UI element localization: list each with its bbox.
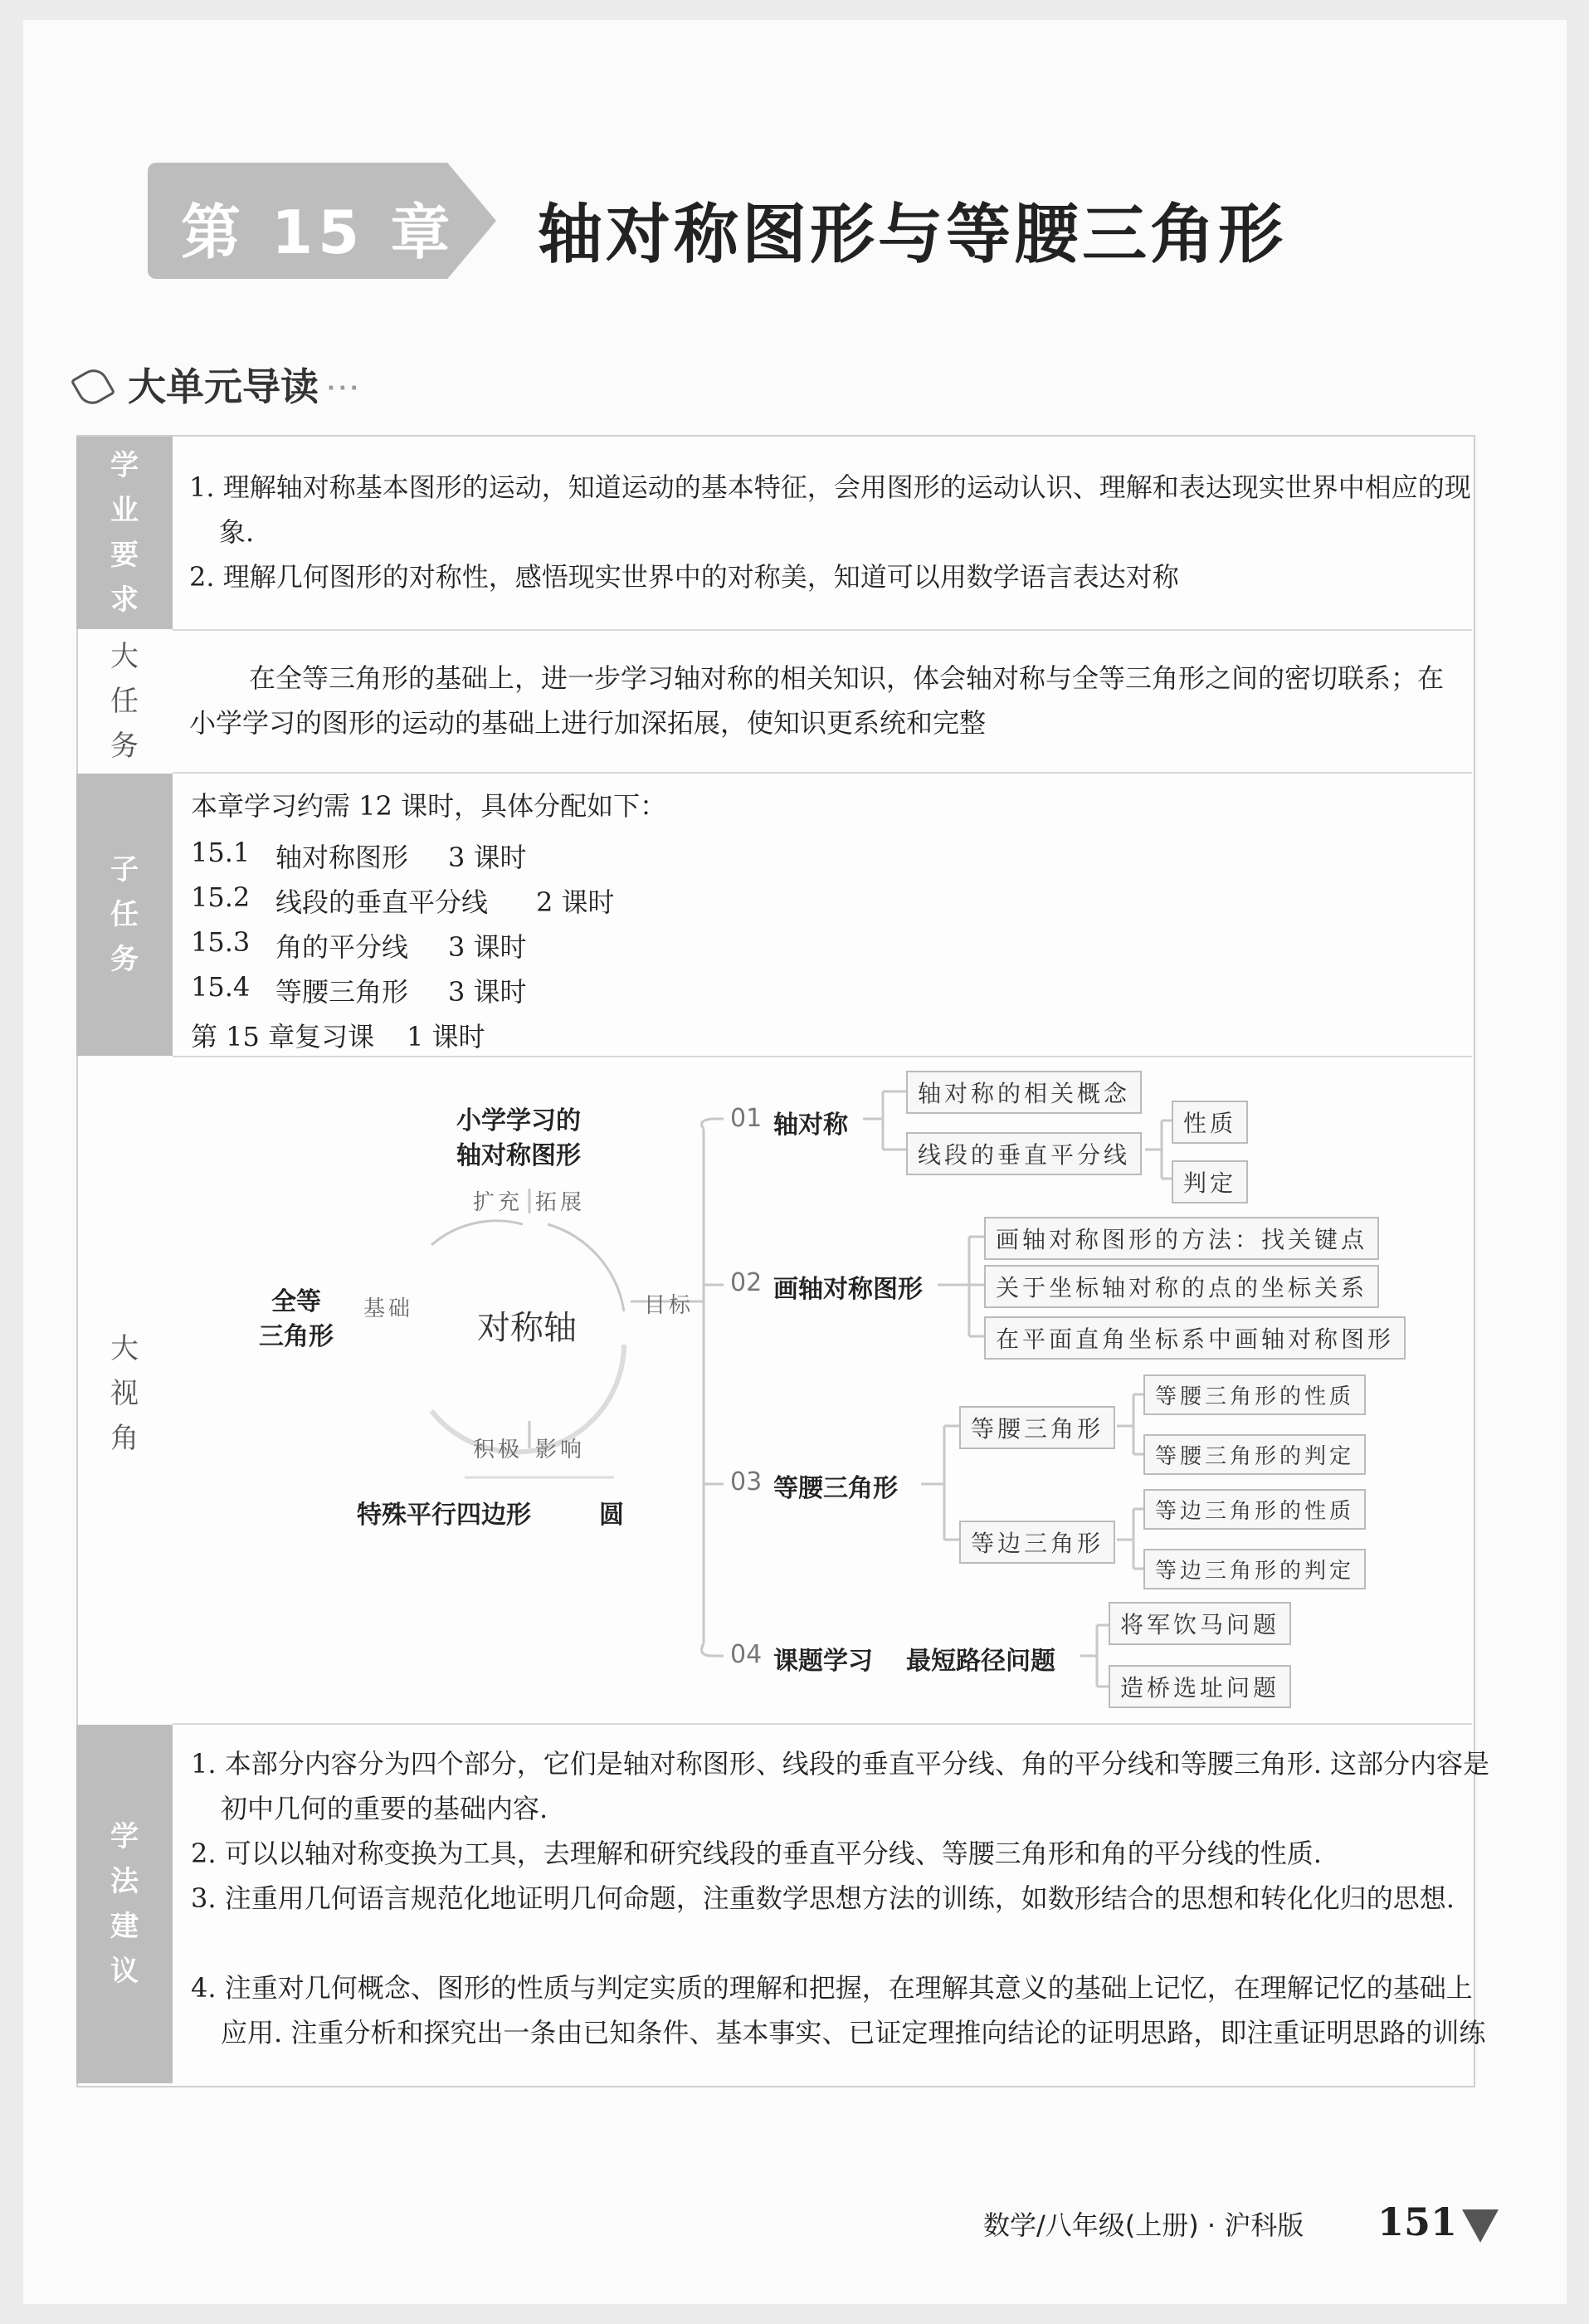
lesson-name: 角的平分线 xyxy=(275,931,409,963)
xuefa-item-3: 3. 注重用几何语言规范化地证明几何命题，注重数学思想方法的训练，如数形结合的思想和转化化归的思想. xyxy=(191,1882,1455,1914)
review-hours: 1 课时 xyxy=(407,1021,485,1052)
branch-03-title: 等腰三角形 xyxy=(773,1474,898,1503)
lesson-name: 线段的垂直平分线 xyxy=(275,886,489,918)
link-bottom-2: 影响 xyxy=(535,1438,586,1462)
center-arc-left xyxy=(431,1221,523,1245)
page-number: 151 xyxy=(1377,2200,1458,2244)
mindmap-top-node: 小学学习的 轴对称图形 xyxy=(456,1106,581,1170)
center-arc-bottom xyxy=(431,1345,624,1452)
branch-04-child: 将军饮马问题 xyxy=(1109,1602,1291,1645)
link-top-1: 扩充 xyxy=(473,1190,524,1215)
branch-03-grandchild: 等腰三角形的性质 xyxy=(1143,1374,1366,1415)
label-xuefa: 学 法 建 议 xyxy=(76,1725,173,2083)
xueye-item-2: 2. 理解几何图形的对称性，感悟现实世界中的对称美，知道可以用数学语言表达对称 xyxy=(189,561,1179,593)
label-zirenwu: 子 任 务 xyxy=(76,774,173,1056)
lesson-name: 轴对称图形 xyxy=(275,842,409,873)
branch-03-child: 等腰三角形 xyxy=(959,1406,1115,1449)
branch-02-num: 02 xyxy=(730,1268,763,1297)
lesson-name: 等腰三角形 xyxy=(275,976,409,1008)
xueye-item-1: 1. 理解轴对称基本图形的运动，知道运动的基本特征，会用图形的运动认识、理解和表达现实世界中相应的现象. xyxy=(189,471,1471,548)
lesson-hours: 3 课时 xyxy=(448,976,527,1008)
corner-arrow-icon xyxy=(1462,2209,1499,2243)
xuefa-item-2: 2. 可以以轴对称变换为工具，去理解和研究线段的垂直平分线、等腰三角形和角的平分线的性质. xyxy=(191,1838,1322,1869)
lesson-hours: 2 课时 xyxy=(536,886,615,918)
branch-04-title: 课题学习 xyxy=(773,1647,873,1676)
label-dashijiao: 大 视 角 xyxy=(110,1332,139,1455)
lesson-num: 15.2 xyxy=(191,881,251,913)
lesson-num: 15.1 xyxy=(191,837,251,868)
guide-title: 大单元导读 xyxy=(128,364,319,409)
branch-02-title: 画轴对称图形 xyxy=(773,1275,923,1304)
mindmap-center: 对称轴 xyxy=(477,1309,577,1347)
mindmap-bottom-right: 圆 xyxy=(599,1501,624,1530)
xuefa-item-4: 4. 注重对几何概念、图形的性质与判定实质的理解和把握，在理解其意义的基础上记忆，在理解记忆的基础上应用. 注重分析和探究出一条由已知条件、基本事实、已证定理推向结论的证明思路，即注重证明思路的训练 xyxy=(191,1972,1486,2048)
lesson-hours: 3 课时 xyxy=(448,842,527,873)
branch-02-child: 关于坐标轴对称的点的坐标关系 xyxy=(984,1265,1379,1308)
link-left: 基础 xyxy=(363,1296,414,1321)
branch-04-subtitle: 最短路径问题 xyxy=(906,1647,1055,1676)
mindmap-bottom-left: 特殊平行四边形 xyxy=(357,1501,531,1530)
branch-01-child: 线段的垂直平分线 xyxy=(906,1132,1142,1175)
link-bottom-1: 积极 xyxy=(473,1438,524,1462)
lesson-hours: 3 课时 xyxy=(448,931,527,963)
branch-03-child: 等边三角形 xyxy=(959,1521,1115,1564)
chapter-label: 第 15 章 xyxy=(181,198,456,267)
center-arc-right xyxy=(548,1224,624,1311)
branch-01-title: 轴对称 xyxy=(773,1111,848,1140)
zirenwu-intro: 本章学习约需 12 课时，具体分配如下： xyxy=(191,790,667,822)
branch-03-num: 03 xyxy=(730,1467,763,1496)
mindmap-left-node: 全等 三角形 xyxy=(259,1287,334,1351)
branch-02-child: 在平面直角坐标系中画轴对称图形 xyxy=(984,1316,1406,1360)
divider xyxy=(173,1723,1472,1725)
label-xueye: 学 业 要 求 xyxy=(76,437,173,629)
branch-01-num: 01 xyxy=(730,1104,763,1133)
link-right: 目标 xyxy=(644,1293,695,1318)
branch-01-grandchild: 性质 xyxy=(1172,1101,1248,1144)
lesson-num: 15.4 xyxy=(191,971,251,1003)
branch-04-num: 04 xyxy=(730,1640,763,1669)
label-darenwu: 大 任 务 xyxy=(110,640,139,763)
guide-dots: ··· xyxy=(327,376,362,401)
darenwu-text: 在全等三角形的基础上，进一步学习轴对称的相关知识，体会轴对称与全等三角形之间的密切联系；在小学学习的图形的运动的基础上进行加深拓展，使知识更系统和完整 xyxy=(189,662,1445,739)
branch-01-grandchild: 判定 xyxy=(1172,1160,1248,1204)
footer-book-info: 数学/八年级(上册) · 沪科版 xyxy=(983,2209,1304,2241)
branch-04-child: 造桥选址问题 xyxy=(1109,1665,1291,1708)
branch-03-grandchild: 等腰三角形的判定 xyxy=(1143,1434,1366,1475)
branch-03-grandchild: 等边三角形的判定 xyxy=(1143,1549,1366,1589)
lesson-num: 15.3 xyxy=(191,926,251,958)
review-lesson: 第 15 章复习课 xyxy=(191,1021,375,1052)
chapter-title: 轴对称图形与等腰三角形 xyxy=(538,198,1287,272)
branch-02-child: 画轴对称图形的方法：找关键点 xyxy=(984,1217,1379,1260)
link-top-2: 拓展 xyxy=(535,1190,586,1215)
xuefa-item-1: 1. 本部分内容分为四个部分，它们是轴对称图形、线段的垂直平分线、角的平分线和等腰三角形. 这部分内容是初中几何的重要的基础内容. xyxy=(191,1748,1490,1824)
branch-01-child: 轴对称的相关概念 xyxy=(906,1071,1142,1114)
branch-03-grandchild: 等边三角形的性质 xyxy=(1143,1489,1366,1530)
